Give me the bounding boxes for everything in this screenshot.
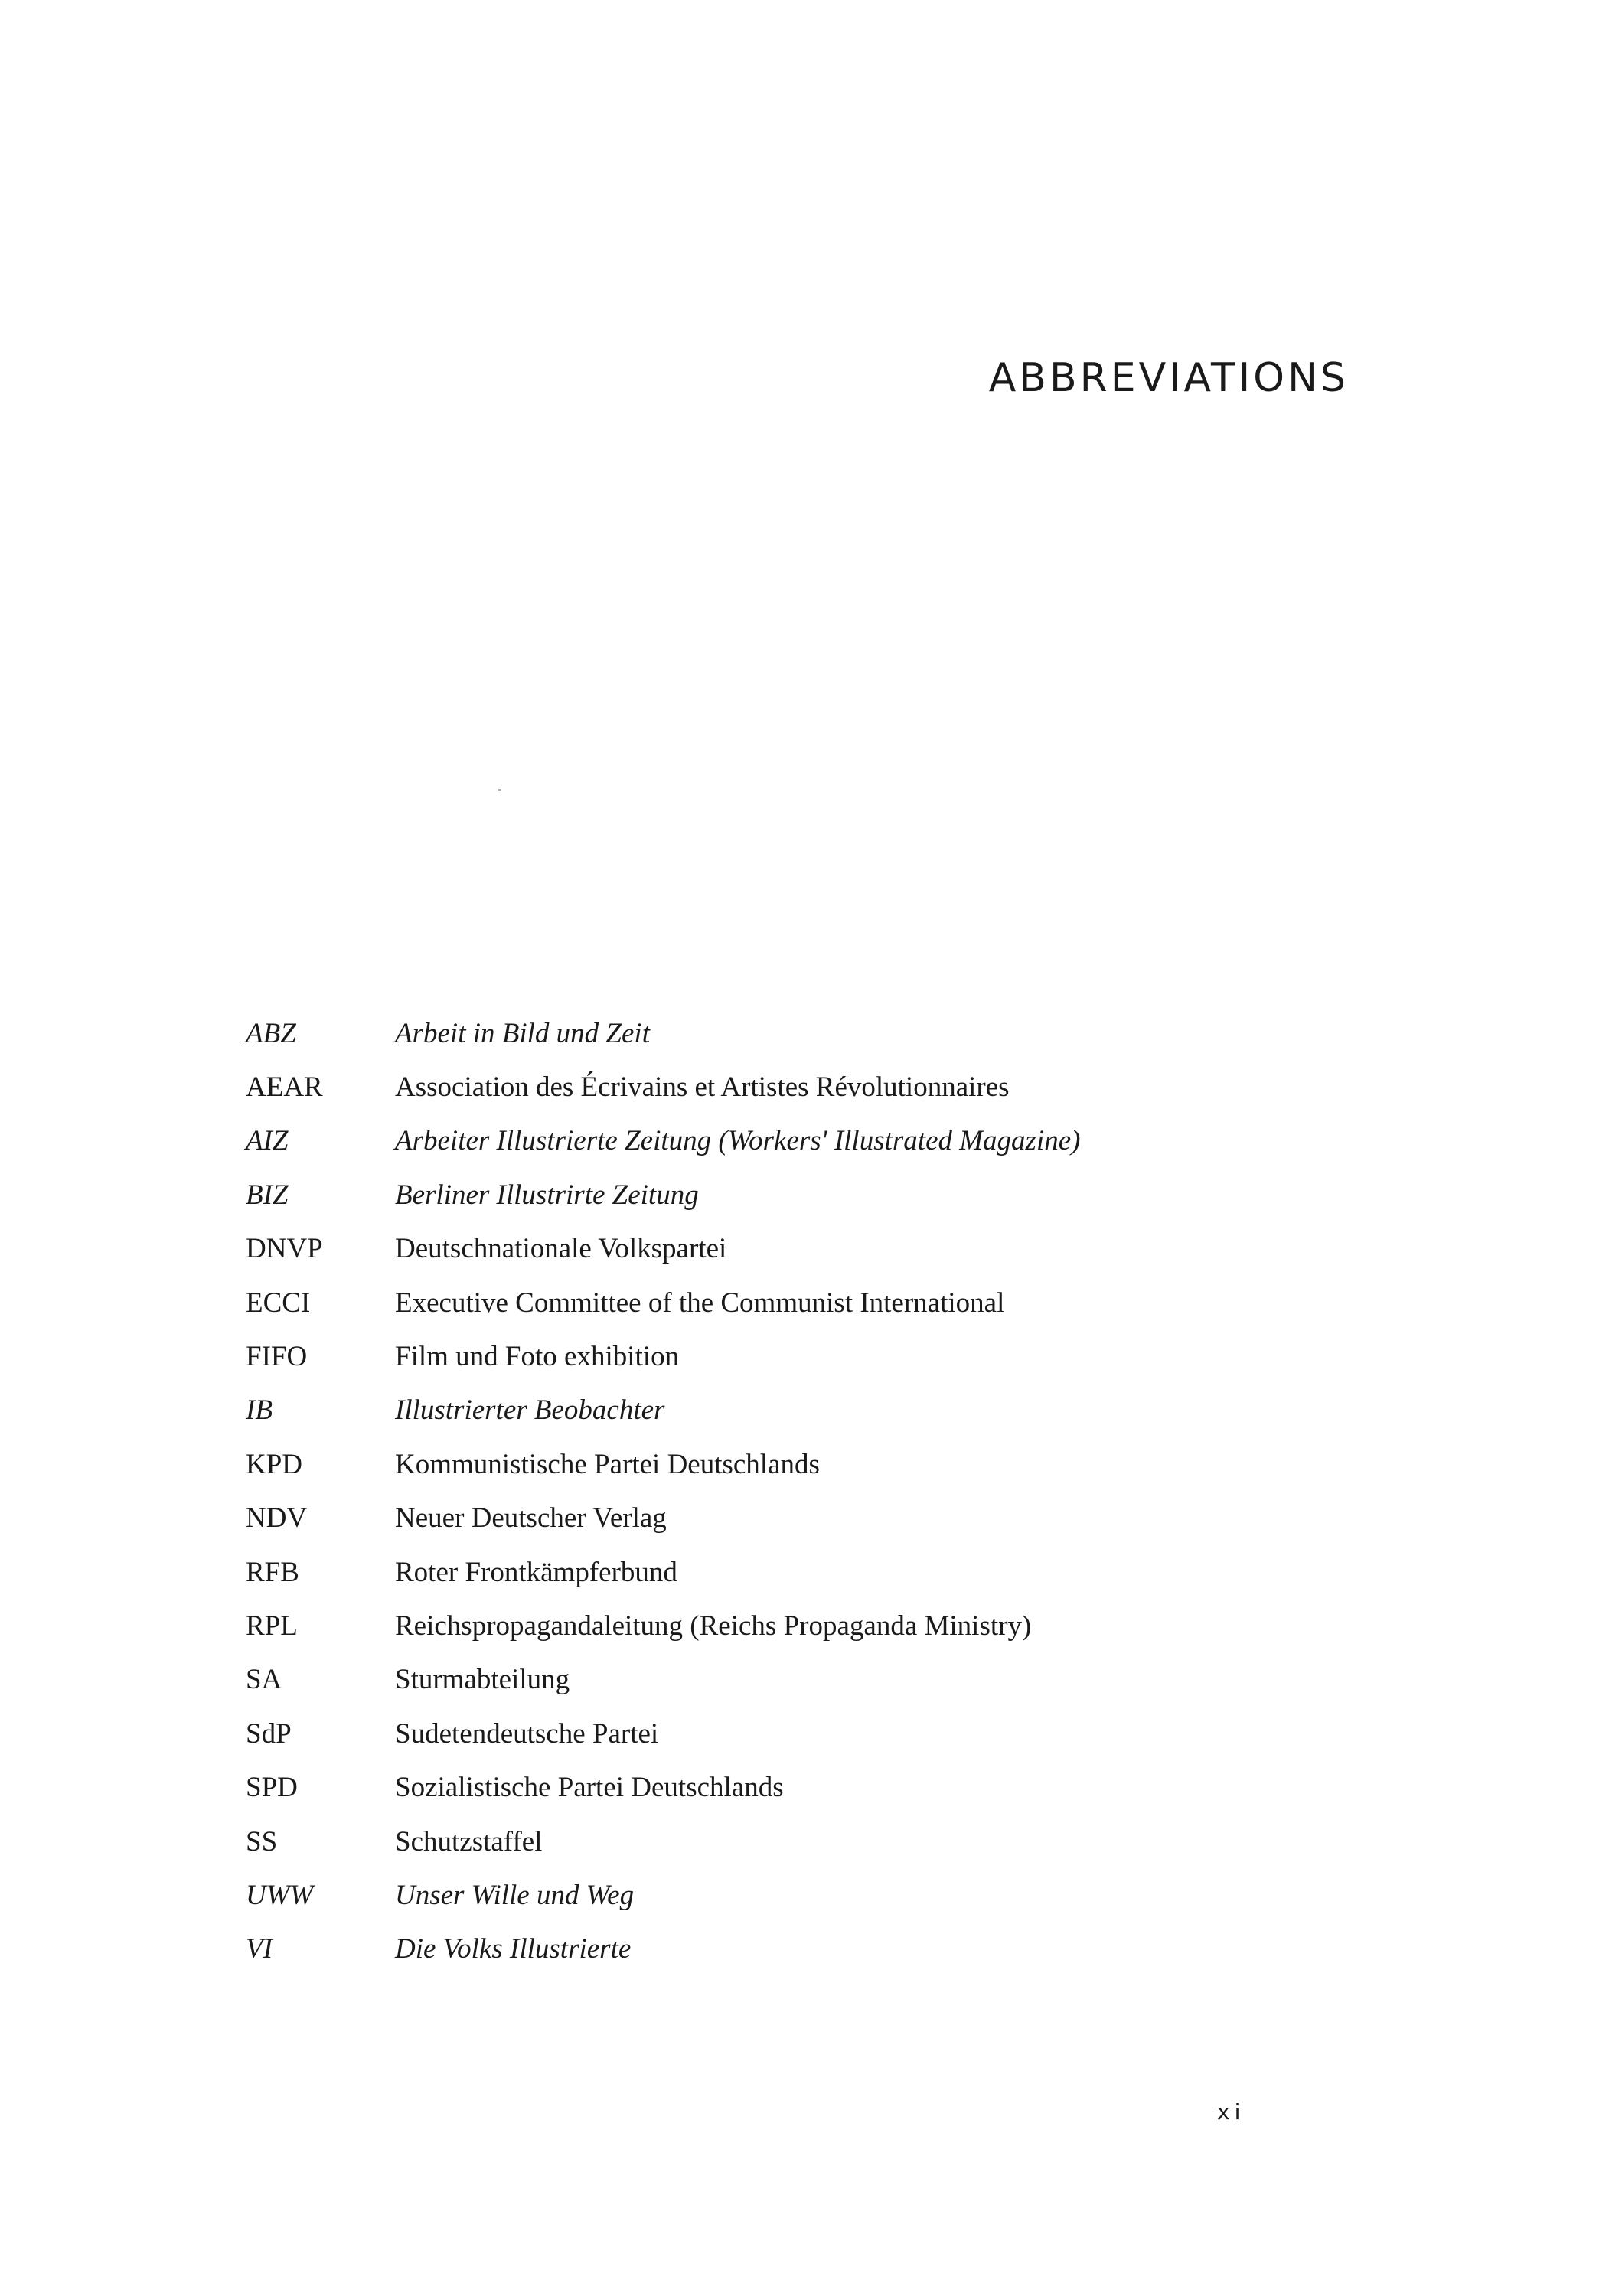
- abbreviation-term: SdP: [246, 1717, 292, 1750]
- abbreviation-row: [246, 1384, 1363, 1437]
- abbreviation-row: [246, 1060, 1363, 1114]
- abbreviation-row: [246, 1276, 1363, 1329]
- abbreviation-definition: Executive Committee of the Communist International: [395, 1287, 1005, 1319]
- page-title: ABBREVIATIONS: [988, 355, 1349, 401]
- abbreviation-row: [246, 1653, 1363, 1707]
- abbreviation-term: IB: [246, 1394, 273, 1427]
- abbreviation-definition: Film und Foto exhibition: [395, 1341, 680, 1373]
- abbreviation-row: [246, 1006, 1363, 1060]
- abbreviation-term: DNVP: [246, 1233, 323, 1265]
- abbreviation-row: [246, 1437, 1363, 1491]
- abbreviation-term: BIZ: [246, 1179, 289, 1211]
- abbreviation-row: [246, 1868, 1363, 1922]
- abbreviation-definition: Association des Écrivains et Artistes Révolutionnaires: [395, 1071, 1010, 1104]
- abbreviation-definition: Arbeiter Illustrierte Zeitung (Workers' Illustrated Magazine): [395, 1125, 1081, 1157]
- abbreviation-row: [246, 1760, 1363, 1814]
- abbreviation-row: [246, 1168, 1363, 1221]
- abbreviation-term: UWW: [246, 1879, 314, 1911]
- abbreviation-definition: Sozialistische Partei Deutschlands: [395, 1772, 784, 1804]
- abbreviation-term: AIZ: [246, 1125, 289, 1157]
- page-number: xi: [1217, 2099, 1245, 2125]
- abbreviation-definition: Roter Frontkämpferbund: [395, 1556, 677, 1588]
- abbreviation-row: [246, 1707, 1363, 1760]
- abbreviation-definition: Arbeit in Bild und Zeit: [395, 1017, 650, 1049]
- abbreviation-term: RFB: [246, 1556, 299, 1588]
- abbreviation-row: [246, 1815, 1363, 1868]
- abbreviation-term: SS: [246, 1825, 278, 1857]
- abbreviation-term: SA: [246, 1664, 282, 1696]
- abbreviation-term: ABZ: [246, 1017, 296, 1049]
- abbreviation-term: NDV: [246, 1502, 308, 1534]
- abbreviation-row: [246, 1923, 1363, 1976]
- abbreviation-definition: Unser Wille und Weg: [395, 1879, 635, 1911]
- abbreviation-term: AEAR: [246, 1071, 323, 1104]
- abbreviation-definition: Berliner Illustrirte Zeitung: [395, 1179, 699, 1211]
- abbreviation-term: VI: [246, 1933, 273, 1965]
- abbreviation-term: SPD: [246, 1772, 298, 1804]
- abbreviation-definition: Sturmabteilung: [395, 1664, 570, 1696]
- abbreviation-row: [246, 1114, 1363, 1168]
- abbreviation-definition: Sudetendeutsche Partei: [395, 1717, 659, 1750]
- abbreviation-row: [246, 1545, 1363, 1599]
- abbreviation-term: RPL: [246, 1609, 298, 1642]
- abbreviation-row: [246, 1329, 1363, 1383]
- abbreviation-definition: Kommunistische Partei Deutschlands: [395, 1448, 820, 1480]
- abbreviation-definition: Schutzstaffel: [395, 1825, 543, 1857]
- abbreviation-definition: Illustrierter Beobachter: [395, 1394, 665, 1427]
- abbreviation-term: KPD: [246, 1448, 303, 1480]
- abbreviation-definition: Reichspropagandaleitung (Reichs Propaganda Ministry): [395, 1609, 1032, 1642]
- abbreviation-row: [246, 1599, 1363, 1652]
- abbreviation-row: [246, 1222, 1363, 1276]
- abbreviation-definition: Die Volks Illustrierte: [395, 1933, 632, 1965]
- abbreviation-definition: Neuer Deutscher Verlag: [395, 1502, 667, 1534]
- abbreviation-term: ECCI: [246, 1287, 311, 1319]
- abbreviation-term: FIFO: [246, 1341, 308, 1373]
- abbreviation-row: [246, 1492, 1363, 1545]
- abbreviation-definition: Deutschnationale Volkspartei: [395, 1233, 727, 1265]
- stray-ink-mark: [498, 789, 501, 791]
- abbreviations-list: [246, 1006, 1363, 1976]
